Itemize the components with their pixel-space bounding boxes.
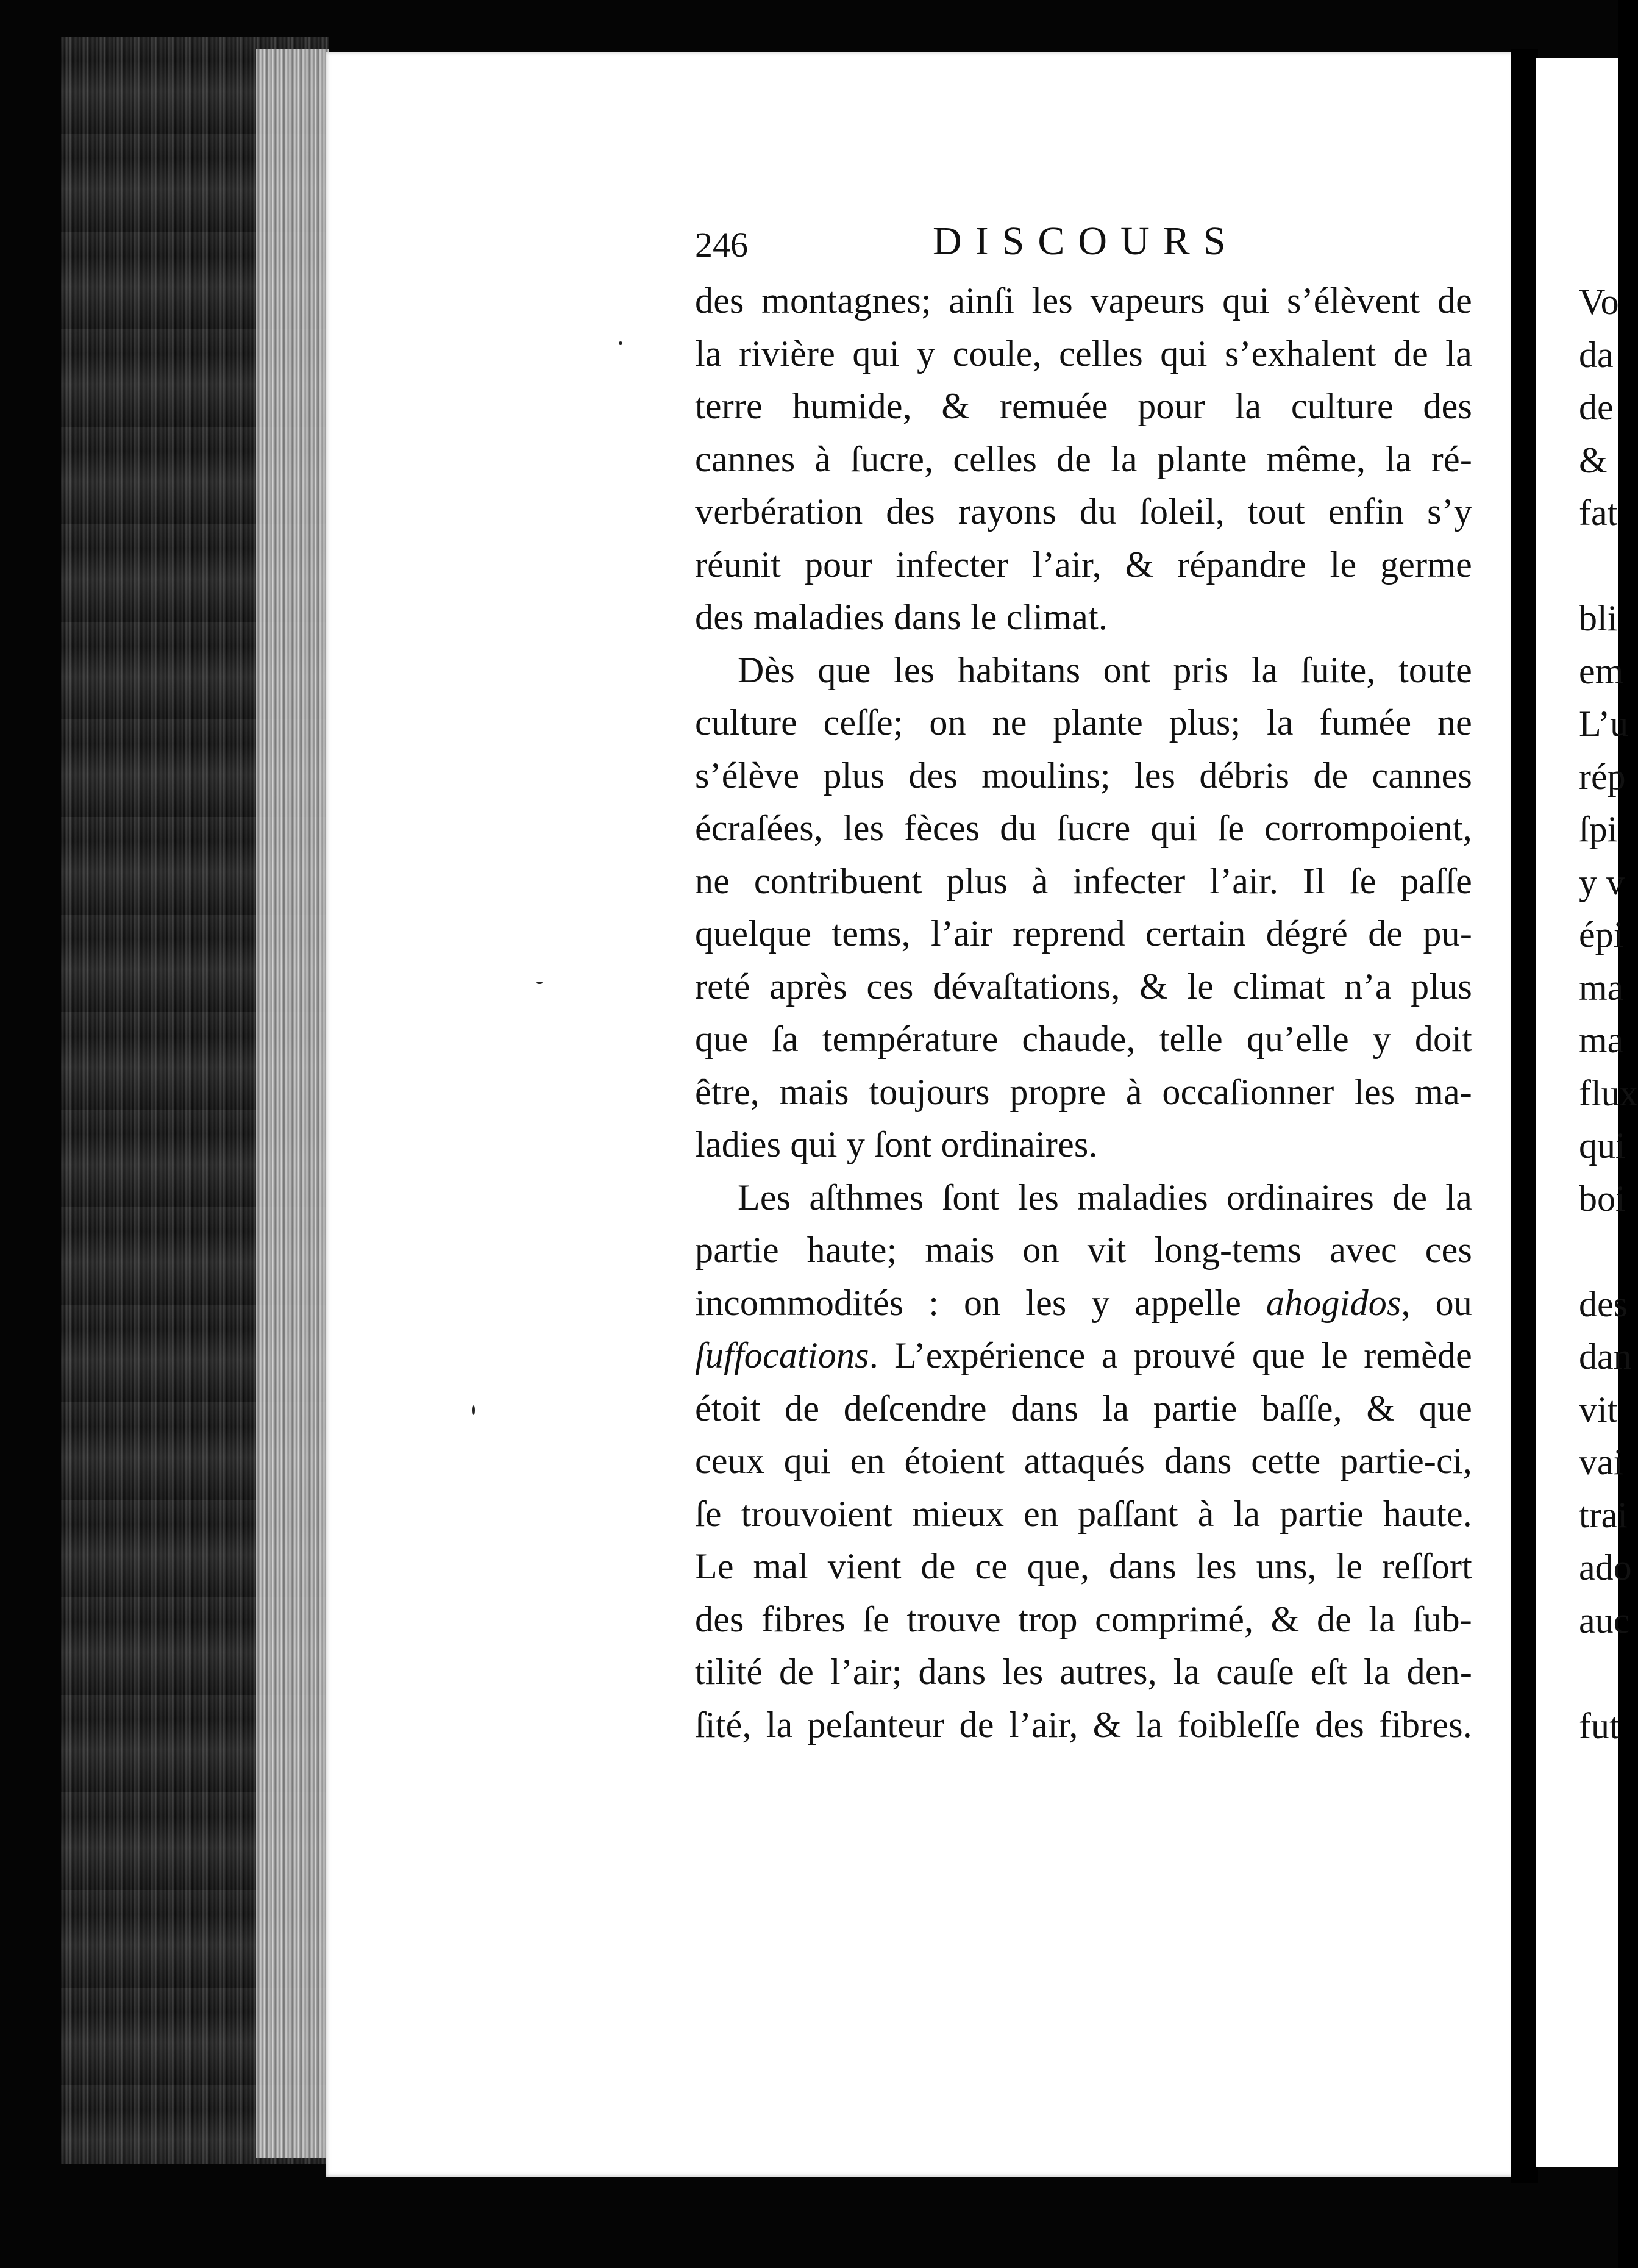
text-line: ne contribuent plus à infecter l’air. Il ſe paſſe: [695, 860, 1472, 901]
text-line: des montagnes; ainſi les vapeurs qui s’élèvent de: [695, 280, 1472, 321]
next-page-fragment: bli: [1579, 598, 1618, 638]
next-page-fragment: ſpi: [1579, 809, 1618, 849]
next-page-fragment: auc: [1579, 1600, 1630, 1641]
next-page-fragment: [1579, 1647, 1638, 1700]
next-page-fragment: trai: [1579, 1494, 1628, 1535]
text-line: ceux qui en étoient attaqués dans cette partie-ci,: [695, 1441, 1472, 1481]
text-line: des fibres ſe trouve trop comprimé, & de la ſub-: [695, 1599, 1472, 1639]
text-line: Dès que les habitans ont pris la ſuite, toute: [738, 649, 1472, 690]
text-segment: . L’expérience a prouvé que le remède: [869, 1335, 1472, 1375]
text-line: la rivière qui y coule, celles qui s’exhalent de la: [695, 333, 1472, 374]
next-page-fragment: dan: [1579, 1336, 1632, 1377]
text-line: Les aſthmes ſont les maladies ordinaires de la: [738, 1177, 1472, 1218]
italic-term: ſuffocations: [695, 1335, 869, 1375]
text-line: s’élève plus des moulins; les débris de cannes: [695, 755, 1472, 796]
next-page-fragment: épi: [1579, 915, 1624, 955]
next-page-fragment: ma: [1579, 967, 1624, 1008]
italic-term: ahogidos: [1266, 1282, 1401, 1323]
next-page-fragment: em: [1579, 651, 1624, 691]
text-line: quelque tems, l’air reprend certain dégré de pu-: [695, 913, 1472, 954]
next-page-fragment: vit: [1579, 1389, 1618, 1430]
next-page-fragment: ma: [1579, 1020, 1624, 1060]
text-line: terre humide, & remuée pour la culture des: [695, 386, 1472, 426]
text-line: tilité de l’air; dans les autres, la cauſe eſt la den-: [695, 1652, 1472, 1692]
paper-speck: [536, 982, 543, 984]
paper-speck: [619, 341, 622, 345]
text-line: culture ceſſe; on ne plante plus; la fumée ne: [695, 702, 1472, 743]
next-page-fragment: ado: [1579, 1547, 1632, 1588]
text-line: étoit de deſcendre dans la partie baſſe, & que: [695, 1388, 1472, 1428]
text-line: [695, 1329, 1472, 1382]
next-page-fragment: da: [1579, 334, 1614, 375]
text-line: reté après ces dévaſtations, & le climat n’a plus: [695, 966, 1472, 1007]
next-page-fragment: des: [1579, 1283, 1628, 1324]
text-line: être, mais toujours propre à occaſionner les ma-: [695, 1071, 1472, 1112]
next-page-fragment: de: [1579, 387, 1614, 427]
page-edge-highlight: [256, 49, 329, 2158]
next-page-fragment: Vo: [1579, 282, 1619, 322]
text-line: réunit pour infecter l’air, & répandre le germe: [695, 544, 1472, 585]
text-line: que ſa température chaude, telle qu’elle y doit: [695, 1019, 1472, 1059]
book-gutter: [1511, 49, 1538, 2183]
body-text: [695, 274, 1472, 1751]
next-page-fragment: rép: [1579, 756, 1626, 797]
next-page-fragment: [1579, 540, 1638, 593]
text-line: partie haute; mais on vit long-tems avec ces: [695, 1230, 1472, 1270]
next-page-fragment: [1579, 1225, 1638, 1278]
next-page-fragment: boi: [1579, 1178, 1626, 1219]
next-page-fragment: L’u: [1579, 704, 1629, 744]
text-segment: , ou: [1401, 1282, 1472, 1323]
next-page-text: [1579, 276, 1638, 1752]
text-line: ladies qui y ſont ordinaires.: [695, 1124, 1098, 1164]
text-line: Le mal vient de ce que, dans les uns, le reſſort: [695, 1546, 1472, 1586]
text-line: verbération des rayons du ſoleil, tout enfin s’y: [695, 491, 1472, 532]
text-line: [695, 1277, 1472, 1330]
page-number: 246: [695, 225, 748, 265]
next-page-fragment: qui: [1579, 1125, 1626, 1166]
text-line: ſité, la peſanteur de l’air, & la foibleſſe des fibres.: [695, 1704, 1472, 1745]
text-segment: incommodités : on les y appelle: [695, 1282, 1266, 1323]
text-line: des maladies dans le climat.: [695, 597, 1108, 637]
next-page-fragment: y v: [1579, 861, 1625, 902]
next-page-fragment: fat: [1579, 493, 1618, 533]
next-page-fragment: &: [1579, 440, 1608, 480]
paper-speck: [472, 1405, 475, 1415]
running-title: DISCOURS: [933, 219, 1239, 263]
running-head: [695, 219, 1472, 273]
text-line: cannes à ſucre, celles de la plante même, la ré-: [695, 438, 1472, 479]
next-page-fragment: vai: [1579, 1442, 1624, 1482]
next-page-fragment: fut: [1579, 1705, 1620, 1746]
next-page-fragment: flux: [1579, 1072, 1638, 1113]
text-line: écraſées, les fèces du ſucre qui ſe corrompoient,: [695, 808, 1472, 848]
text-line: ſe trouvoient mieux en paſſant à la partie haute.: [695, 1493, 1472, 1534]
